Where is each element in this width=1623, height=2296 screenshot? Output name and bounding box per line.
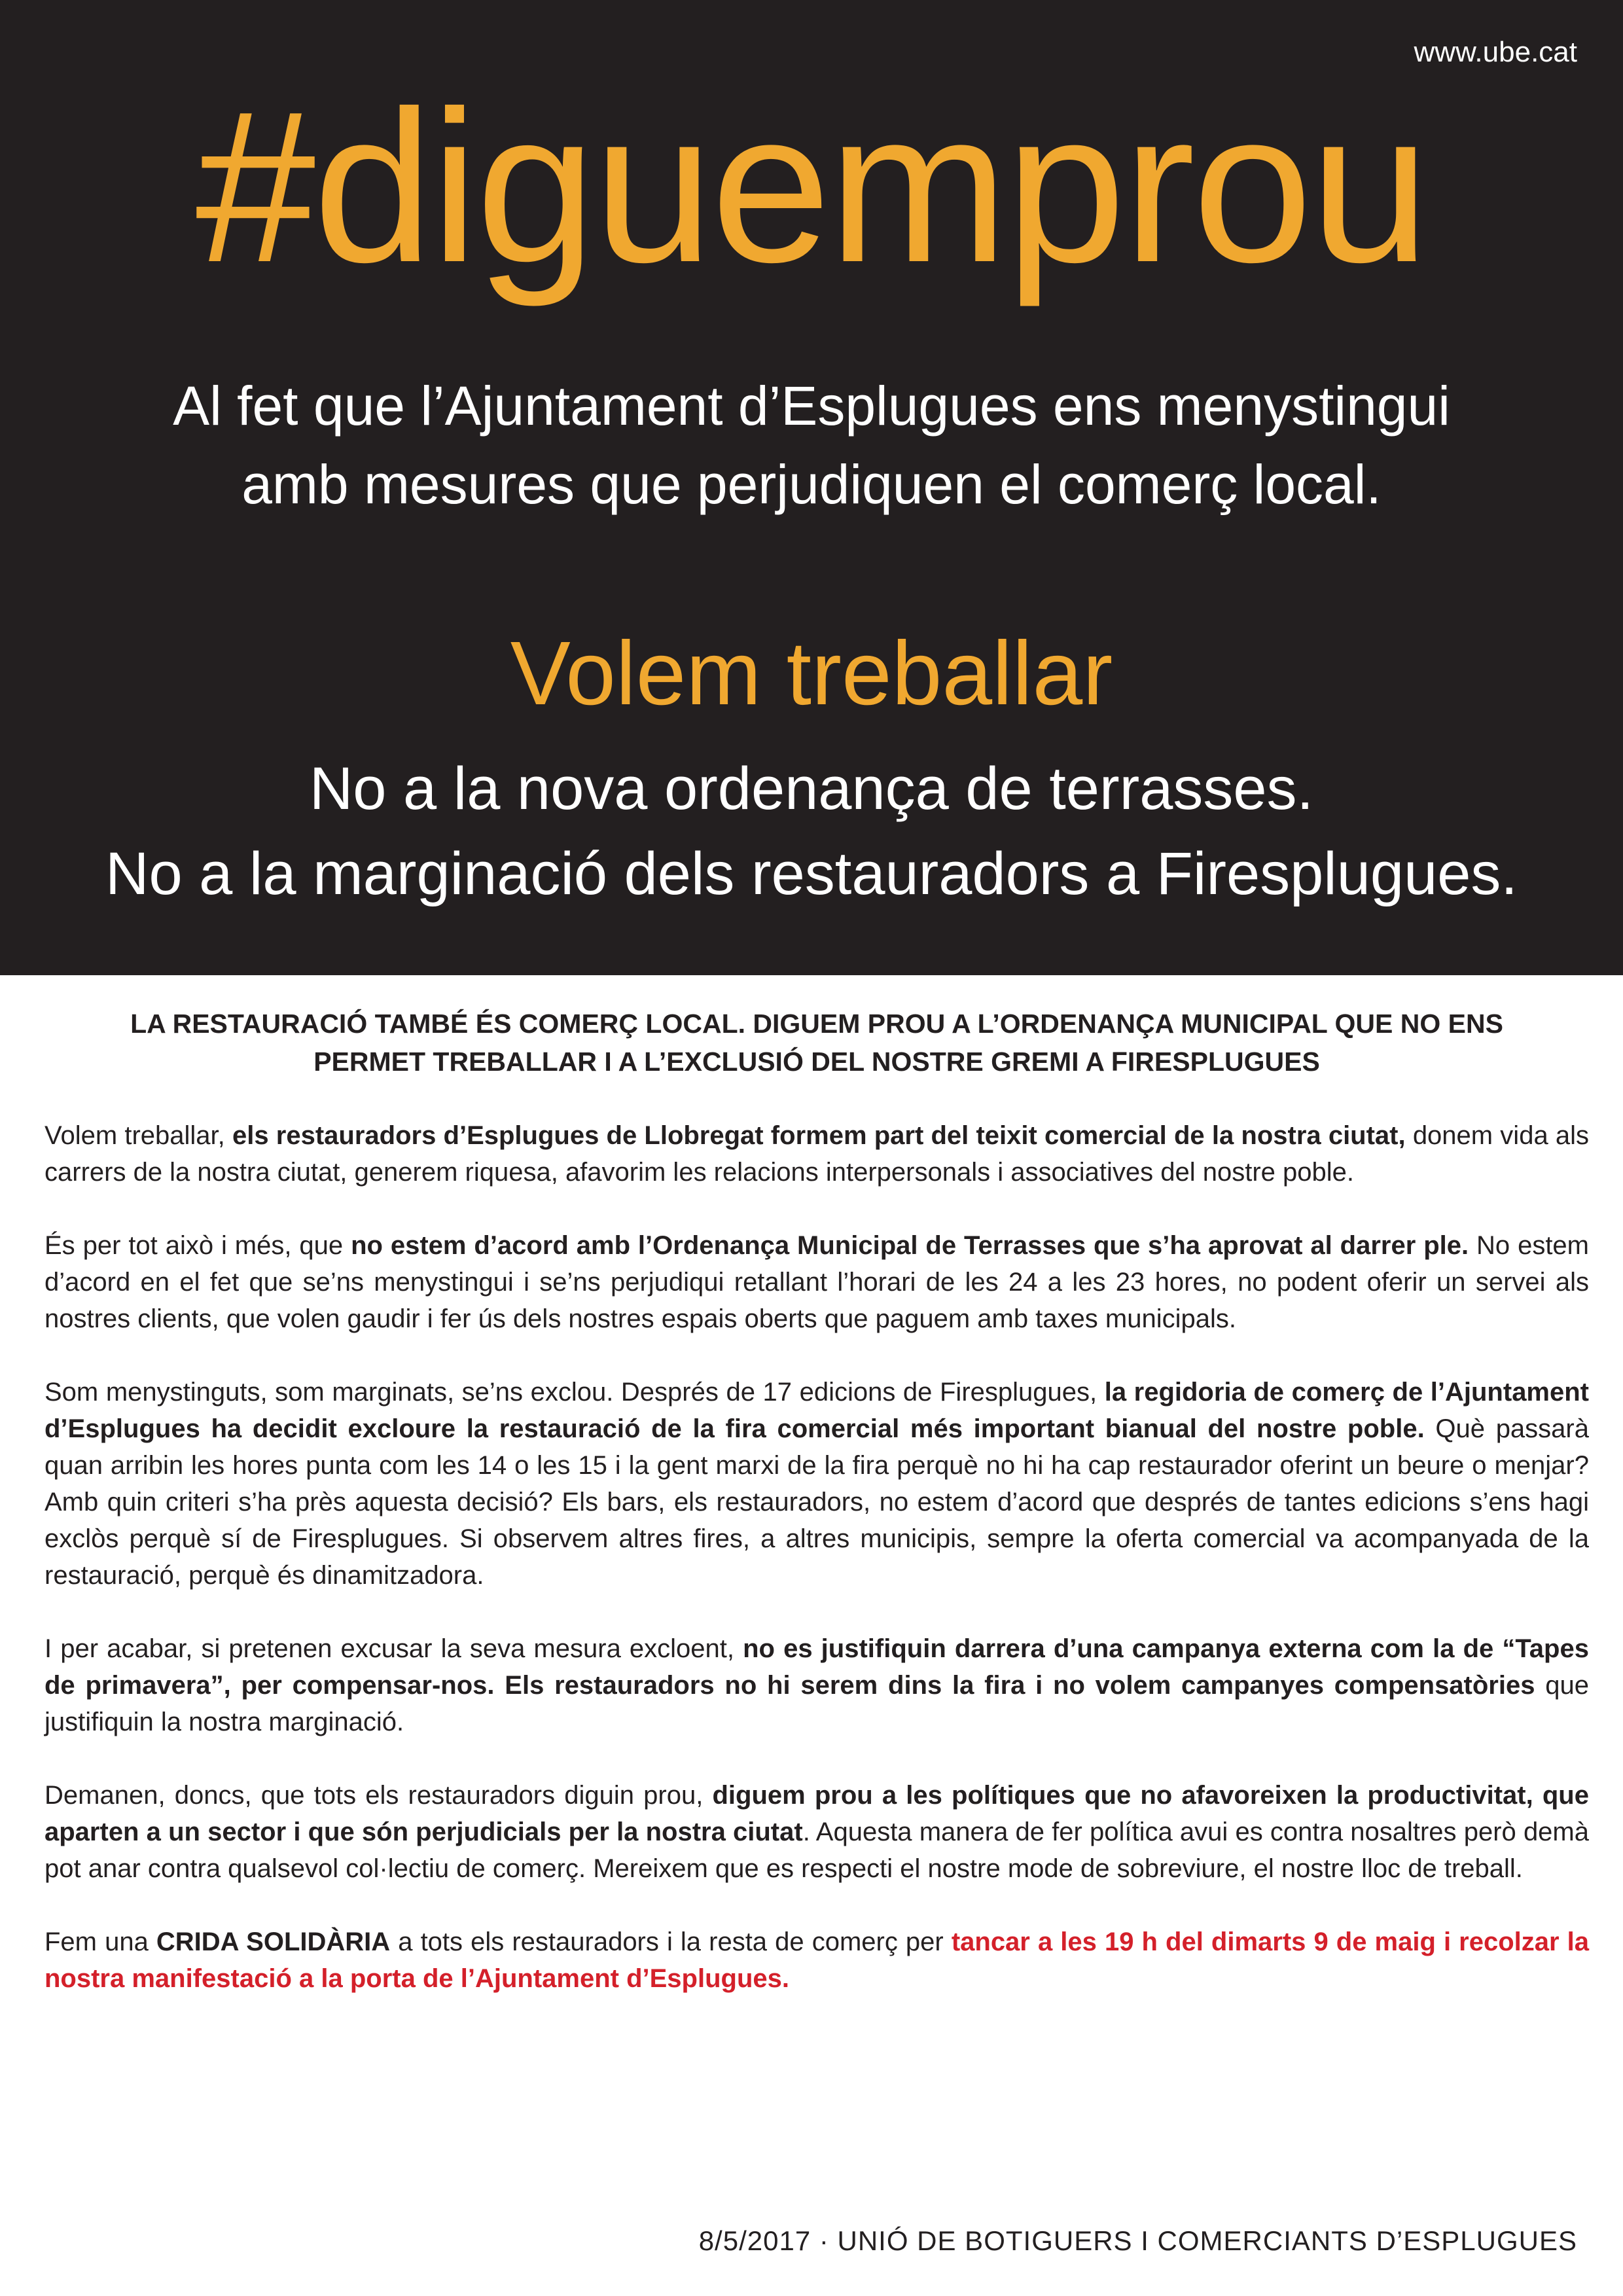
- paragraph-4: [45, 1630, 1589, 1740]
- footer-signature: 8/5/2017 · UNIÓ DE BOTIGUERS I COMERCIANTS D’ESPLUGUES: [698, 2225, 1577, 2256]
- hero-banner: [0, 0, 1623, 975]
- p3-text-end: Què passarà quan arribin les hores punta com les 14 o les 15 i la gent marxi de la fira perquè no hi ha cap restaurador oferint un beure o menjar? Amb quin criteri s’ha près aquesta decisió? Els bars, els restauradors, no estem d’acord que després de tantes edicions s’ens hagi exclòs perquè sí de Firesplugues. Si observem altres fires, a altres municipis, sempre la oferta comercial va acompanyada de la restauració, perquè és dinamitzadora.: [45, 1414, 1589, 1590]
- p4-text: I per acabar, si pretenen excusar la seva mesura excloent,: [45, 1634, 743, 1663]
- demand-line-2: No a la marginació dels restauradors a Firesplugues.: [105, 840, 1518, 907]
- p5-text-end: . Aquesta manera de fer política avui es contra nosaltres però demà pot anar contra qualsevol col·lectiu de comerç. Mereixem que es respecti el nostre mode de sobreviure, el nostre lloc de treball.: [45, 1818, 1589, 1883]
- p2-text-end: No estem d’acord en el fet que se’ns menystingui i se’ns perjudiqui retallant l’horari de les 24 a les 23 hores, no podent oferir un servei als nostres clients, que volen gaudir i fer ús dels nostres espais oberts que paguem amb taxes municipals.: [45, 1231, 1589, 1333]
- p5-bold: diguem prou a les polítiques que no afavoreixen la productivitat, que aparten a un sector i que són perjudicials per la nostra ciutat: [45, 1781, 1589, 1846]
- paragraph-5: [45, 1777, 1589, 1887]
- headline-line-2: PERMET TREBALLAR I A L’EXCLUSIÓ DEL NOSTRE GREMI A FIRESPLUGUES: [313, 1047, 1320, 1077]
- p3-text: Som menystinguts, som marginats, se’ns exclou. Després de 17 edicions de Firesplugues,: [45, 1378, 1105, 1407]
- website-url[interactable]: www.ube.cat: [1414, 36, 1577, 68]
- paragraph-2: [45, 1227, 1589, 1337]
- p2-bold: no estem d’acord amb l’Ordenança Municipal de Terrasses que s’ha aprovat al darrer ple.: [351, 1231, 1469, 1260]
- body-text: [45, 1005, 1589, 2034]
- p1-text-end: donem vida als carrers de la nostra ciutat, generem riquesa, afavorim les relacions interpersonals i associatives del nostre poble.: [45, 1121, 1590, 1187]
- demand-line-1: No a la nova ordenança de terrasses.: [309, 755, 1314, 822]
- p1-text: Volem treballar,: [45, 1121, 232, 1150]
- hashtag-title: #diguemprou: [195, 65, 1428, 307]
- paragraph-6-call-to-action: [45, 1924, 1589, 1997]
- p6-text: Fem una: [45, 1928, 156, 1956]
- p4-text-end: que justifiquin la nostra marginació.: [45, 1671, 1589, 1736]
- p6-red-highlight: tancar a les 19 h del dimarts 9 de maig i recolzar la nostra manifestació a la porta de l’Ajuntament d’Esplugues.: [45, 1928, 1590, 1993]
- subtitle-line-2: amb mesures que perjudiquen el comerç local.: [241, 454, 1382, 515]
- p1-bold: els restauradors d’Esplugues de Llobregat formem part del teixit comercial de la nostra ciutat,: [232, 1121, 1406, 1150]
- p2-text: És per tot això i més, que: [45, 1231, 351, 1260]
- body-headline: [45, 1005, 1589, 1081]
- p5-text: Demanen, doncs, que tots els restauradors diguin prou,: [45, 1781, 713, 1810]
- paragraph-3: [45, 1374, 1589, 1594]
- slogan: Volem treballar: [510, 623, 1113, 724]
- paragraph-1: [45, 1117, 1589, 1191]
- headline-line-1: LA RESTAURACIÓ TAMBÉ ÉS COMERÇ LOCAL. DIGUEM PROU A L’ORDENANÇA MUNICIPAL QUE NO ENS: [130, 1009, 1503, 1039]
- p6-bold: CRIDA SOLIDÀRIA: [156, 1928, 391, 1956]
- p6-text-mid: a tots els restauradors i la resta de comerç per: [390, 1928, 952, 1956]
- p3-bold: la regidoria de comerç de l’Ajuntament d’Esplugues ha decidit excloure la restauració de la fira comercial més important bianual del nostre poble.: [45, 1378, 1590, 1443]
- subtitle-line-1: Al fet que l’Ajuntament d’Esplugues ens menystingui: [173, 375, 1450, 437]
- p4-bold: no es justifiquin darrera d’una campanya externa com la de “Tapes de primavera”, per compensar-nos. Els restauradors no hi serem dins la fira i no volem campanyes compensatòries: [45, 1634, 1589, 1700]
